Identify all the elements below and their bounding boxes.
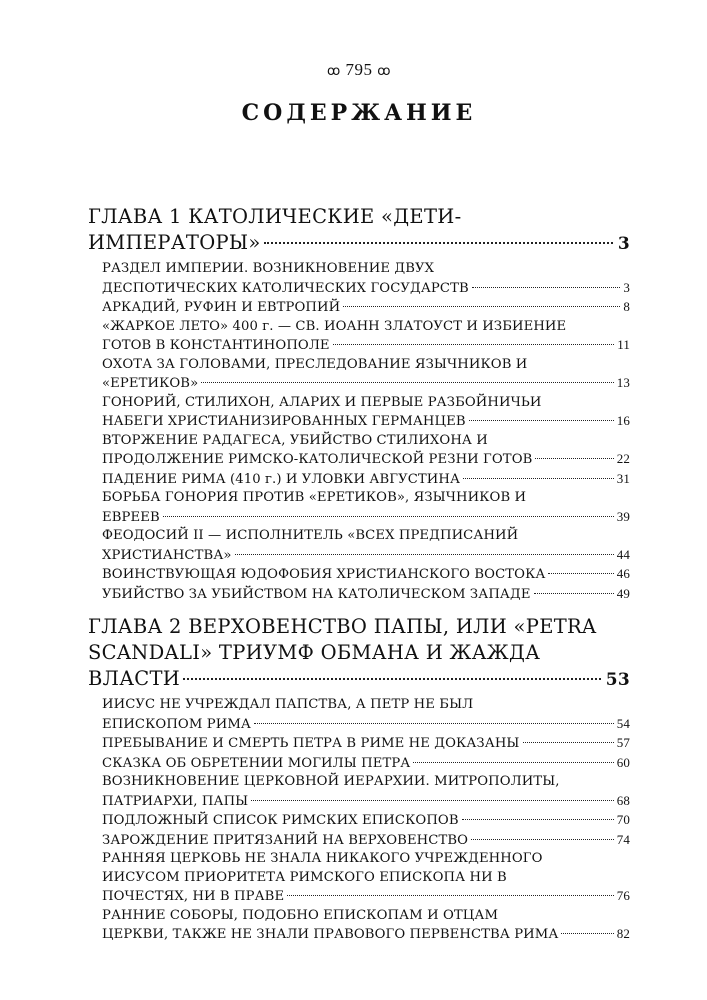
toc-section-title-text: БОРЬБА ГОНОРИЯ ПРОТИВ «ЕРЕТИКОВ», ЯЗЫЧНИКОВ И (102, 490, 527, 505)
toc-section-page-number: 13 (616, 375, 630, 390)
dot-leader (264, 242, 613, 244)
dot-leader (534, 593, 614, 594)
toc-section-page-number: 82 (616, 926, 630, 941)
page-number-header (88, 60, 630, 80)
toc-section-line (102, 412, 630, 432)
toc-section-line (102, 773, 630, 792)
toc-section-page-number: 11 (617, 337, 630, 352)
toc-section-title-text: ПОДЛОЖНЫЙ СПИСОК РИМСКИХ ЕПИСКОПОВ (102, 813, 459, 828)
dot-leader (463, 478, 614, 479)
toc-section-line (102, 831, 630, 851)
toc-section-page-number: 22 (616, 451, 630, 466)
toc-section-line (102, 715, 630, 735)
toc-section-entry (102, 585, 630, 605)
toc-section-title-text: ЕВРЕЕВ (102, 509, 160, 525)
toc-section-entry (102, 356, 630, 394)
toc-section-title-text: ПРОДОЛЖЕНИЕ РИМСКО-КАТОЛИЧЕСКОЙ РЕЗНИ ГОТОВ (102, 452, 533, 467)
toc-section-title-text: УБИЙСТВО ЗА УБИЙСТВОМ НА КАТОЛИЧЕСКОМ ЗАПАДЕ (102, 586, 531, 602)
toc-section-page-number: 76 (616, 888, 630, 903)
toc-section-page-number: 54 (616, 715, 630, 731)
toc-section-line (102, 318, 630, 337)
toc-section-line (102, 336, 630, 356)
toc-section-line (102, 432, 630, 451)
dot-leader (561, 933, 613, 934)
toc-section-title-text: РАННЯЯ ЦЕРКОВЬ НЕ ЗНАЛА НИКАКОГО УЧРЕЖДЕННОГО (102, 851, 543, 866)
dot-leader (287, 895, 614, 896)
toc-section-line (102, 734, 630, 754)
toc-section-entry (102, 260, 630, 298)
dot-leader (343, 306, 620, 307)
toc-chapter-title-text: ИМПЕРАТОРЫ» (88, 231, 261, 254)
toc-section-list (102, 260, 630, 604)
dot-leader (235, 554, 614, 555)
toc-section-title-text: ПРЕБЫВАНИЕ И СМЕРТЬ ПЕТРА В РИМЕ НЕ ДОКАЗАНЫ (102, 736, 520, 751)
toc-chapter-line (88, 230, 630, 257)
toc-section-page-number: 74 (616, 831, 630, 847)
toc-section-page-number: 46 (616, 566, 630, 581)
toc-section-title-text: ЕПИСКОПОМ РИМА (102, 716, 252, 732)
toc-chapter-page-number: 3 (617, 234, 630, 254)
toc-section-entry (102, 489, 630, 527)
toc-section-title-text: АРКАДИЙ, РУФИН И ЕВТРОПИЙ (102, 300, 341, 315)
toc-chapter-line (88, 204, 630, 230)
toc-section-entry (102, 394, 630, 432)
toc-section-title-text: РАЗДЕЛ ИМПЕРИИ. ВОЗНИКНОВЕНИЕ ДВУХ (102, 261, 435, 276)
toc-section-line (102, 298, 630, 318)
toc-section-line (102, 565, 630, 585)
toc-section-entry (102, 696, 630, 734)
toc-section-entry (102, 565, 630, 585)
toc-section-line (102, 925, 630, 945)
toc-chapter-page-number: 53 (605, 670, 630, 690)
toc-section-title-text: ИИСУС НЕ УЧРЕЖДАЛ ПАПСТВА, А ПЕТР НЕ БЫЛ (102, 697, 474, 712)
toc-section-title-text: ИИСУСОМ ПРИОРИТЕТА РИМСКОГО ЕПИСКОПА НИ В (102, 869, 507, 885)
toc-section-entry (102, 773, 630, 811)
toc-section-title-text: ДЕСПОТИЧЕСКИХ КАТОЛИЧЕСКИХ ГОСУДАРСТВ (102, 280, 469, 296)
toc-section-line (102, 508, 630, 528)
toc-section-line (102, 696, 630, 715)
toc-section-title-text: ЦЕРКВИ, ТАКЖЕ НЕ ЗНАЛИ ПРАВОВОГО ПЕРВЕНСТВА РИМА (102, 927, 559, 942)
toc-section-title-text: ГОТОВ В КОНСТАНТИНОПОЛЕ (102, 338, 330, 353)
dot-leader (523, 742, 614, 743)
dot-leader (183, 678, 601, 680)
toc-section-title-text: ПАТРИАРХИ, ПАПЫ (102, 793, 249, 809)
toc-section-page-number: 39 (616, 508, 630, 524)
toc-section-title-text: ВОИНСТВУЮЩАЯ ЮДОФОБИЯ ХРИСТИАНСКОГО ВОСТОКА (102, 567, 546, 582)
toc-section-line (102, 374, 630, 394)
toc-section-line (102, 394, 630, 413)
toc-section-entry (102, 318, 630, 356)
ornament-right-icon: ꝏ (377, 64, 391, 79)
toc-section-entry (102, 470, 630, 490)
toc-section-title-text: ПОЧЕСТЯХ, НИ В ПРАВЕ (102, 889, 285, 904)
toc-section-page-number: 60 (616, 754, 630, 770)
toc-section-title-text: ХРИСТИАНСТВА» (102, 547, 232, 563)
toc-section-line (102, 279, 630, 299)
toc-section-title-text: ФЕОДОСИЙ II — ИСПОЛНИТЕЛЬ «ВСЕХ ПРЕДПИСАНИЙ (102, 528, 519, 543)
toc-section-line (102, 260, 630, 279)
toc-section-title-text: «ЕРЕТИКОВ» (102, 376, 199, 391)
book-page (88, 0, 630, 1000)
toc-section-entry (102, 432, 630, 470)
table-of-contents (88, 204, 630, 955)
toc-section-page-number: 44 (616, 546, 630, 562)
toc-section-line (102, 850, 630, 869)
toc-section-entry (102, 754, 630, 774)
toc-section-page-number: 70 (616, 812, 630, 827)
dot-leader (413, 762, 613, 763)
toc-chapter-entry (88, 614, 630, 693)
toc-section-page-number: 57 (616, 735, 630, 750)
toc-section-title-text: ЗАРОЖДЕНИЕ ПРИТЯЗАНИЙ НА ВЕРХОВЕНСТВО (102, 832, 469, 848)
toc-section-line (102, 489, 630, 508)
toc-section-line (102, 356, 630, 375)
toc-section-entry (102, 831, 630, 851)
dot-leader (469, 420, 614, 421)
toc-section-line (102, 811, 630, 831)
toc-section-entry (102, 298, 630, 318)
toc-section-entry (102, 850, 630, 907)
toc-section-line (102, 869, 630, 888)
toc-chapter-title-text: ГЛАВА 1 КАТОЛИЧЕСКИЕ «ДЕТИ- (88, 205, 462, 228)
toc-section-page-number: 68 (616, 792, 630, 808)
toc-chapter-title-text: ГЛАВА 2 ВЕРХОВЕНСТВО ПАПЫ, ИЛИ «PETRA (88, 615, 597, 638)
toc-section-line (102, 585, 630, 605)
toc-section-line (102, 792, 630, 812)
toc-section-title-text: ВТОРЖЕНИЕ РАДАГЕСА, УБИЙСТВО СТИЛИХОНА И (102, 432, 488, 448)
dot-leader (462, 819, 614, 820)
toc-section-line (102, 907, 630, 926)
toc-section-entry (102, 734, 630, 754)
toc-section-title-text: НАБЕГИ ХРИСТИАНИЗИРОВАННЫХ ГЕРМАНЦЕВ (102, 414, 466, 429)
toc-chapter-line (88, 666, 630, 693)
dot-leader (548, 573, 613, 574)
toc-section-line (102, 450, 630, 470)
toc-section-title-text: РАННИЕ СОБОРЫ, ПОДОБНО ЕПИСКОПАМ И ОТЦАМ (102, 907, 499, 923)
dot-leader (535, 458, 613, 459)
toc-section-title-text: ВОЗНИКНОВЕНИЕ ЦЕРКОВНОЙ ИЕРАРХИИ. МИТРОПОЛИТЫ, (102, 774, 560, 789)
toc-section-page-number: 31 (616, 470, 630, 486)
page-title: СОДЕРЖАНИЕ (241, 100, 477, 126)
toc-section-entry (102, 527, 630, 565)
ornament-left-icon: ꝏ (327, 64, 341, 79)
toc-section-page-number: 49 (616, 585, 630, 601)
dot-leader (254, 723, 614, 724)
toc-section-page-number: 3 (623, 279, 630, 295)
toc-chapter-entry (88, 204, 630, 257)
toc-section-page-number: 16 (616, 413, 630, 428)
page-number: 795 (345, 60, 373, 79)
toc-chapter-line (88, 640, 630, 666)
toc-section-line (102, 527, 630, 546)
toc-section-title-text: ГОНОРИЙ, СТИЛИХОН, АЛАРИХ И ПЕРВЫЕ РАЗБОЙНИЧЬИ (102, 394, 542, 410)
toc-chapter-line (88, 614, 630, 640)
toc-section-title-text: СКАЗКА ОБ ОБРЕТЕНИИ МОГИЛЫ ПЕТРА (102, 755, 411, 771)
dot-leader (333, 344, 615, 345)
toc-section-page-number: 8 (623, 299, 630, 314)
dot-leader (163, 516, 614, 517)
dot-leader (251, 800, 614, 801)
toc-chapter-title-text: ВЛАСТИ (88, 667, 181, 690)
toc-section-title-text: «ЖАРКОЕ ЛЕТО» 400 г. — СВ. ИОАНН ЗЛАТОУСТ И ИЗБИЕНИЕ (102, 318, 567, 334)
toc-section-line (102, 470, 630, 490)
toc-section-line (102, 754, 630, 774)
toc-section-list (102, 696, 630, 945)
dot-leader (471, 839, 614, 840)
toc-section-entry (102, 811, 630, 831)
toc-section-line (102, 546, 630, 566)
toc-chapter-title-text: SCANDALI» ТРИУМФ ОБМАНА И ЖАЖДА (88, 641, 541, 664)
toc-section-line (102, 887, 630, 907)
dot-leader (201, 382, 614, 383)
toc-section-title-text: ПАДЕНИЕ РИМА (410 г.) И УЛОВКИ АВГУСТИНА (102, 471, 461, 487)
toc-section-title-text: ОХОТА ЗА ГОЛОВАМИ, ПРЕСЛЕДОВАНИЕ ЯЗЫЧНИКОВ И (102, 356, 528, 372)
toc-section-entry (102, 907, 630, 945)
dot-leader (472, 287, 621, 288)
